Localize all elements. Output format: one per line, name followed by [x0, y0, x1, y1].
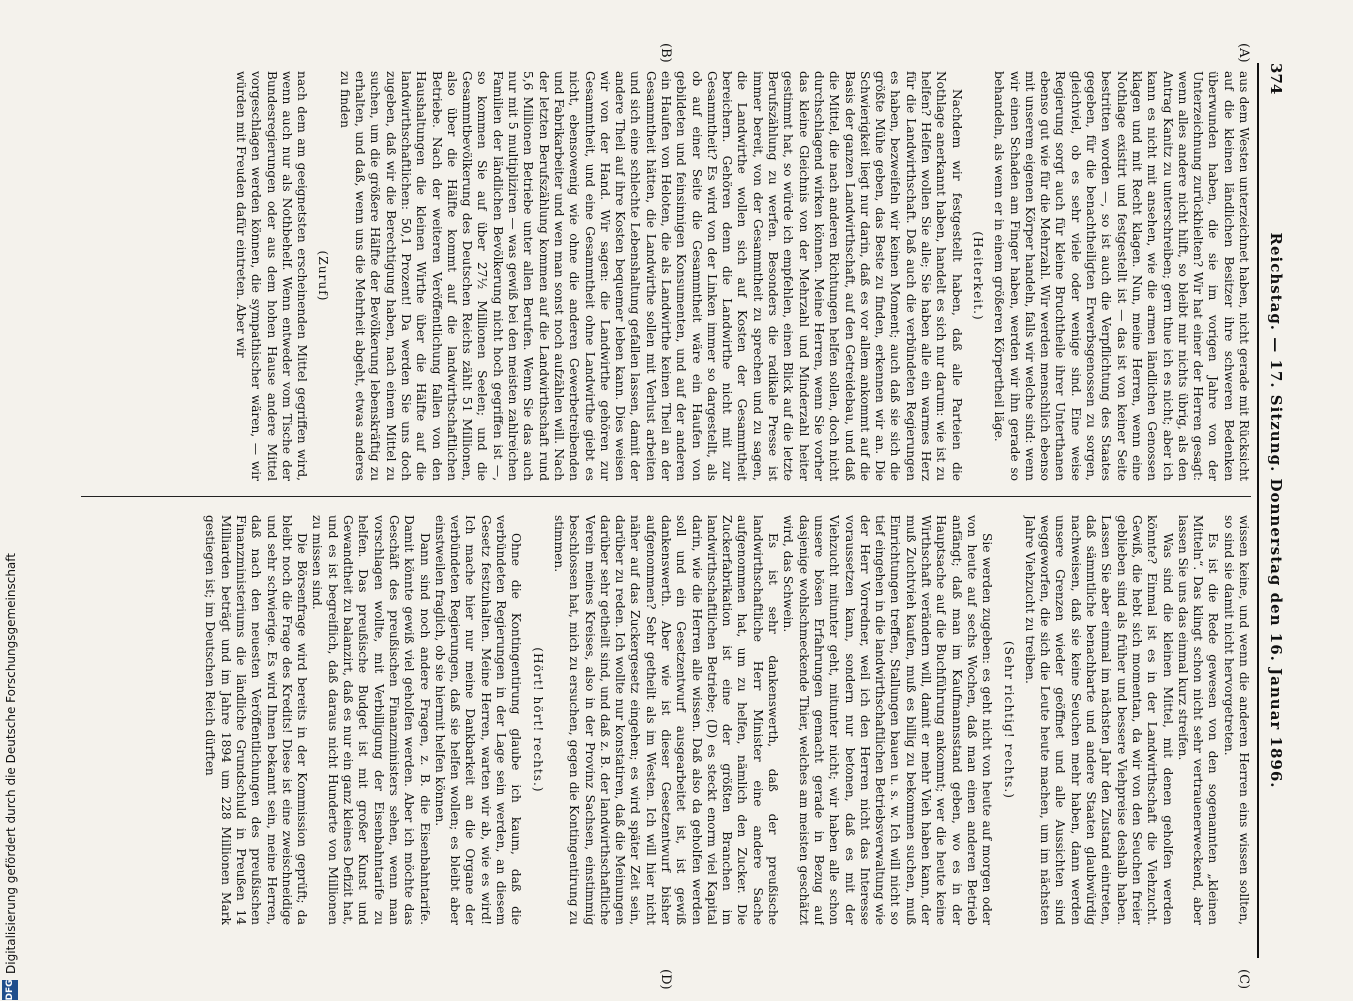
paragraph: Es ist die Rede gewesen von den sogenannten „kleinen Mitteln“. Das klingt schon nicht sehr vertrauenerweckend, aber lassen Sie uns das einmal kurz streifen. [1175, 515, 1221, 925]
paragraph: Was sind die kleinen Mittel, mit denen geholfen werden könnte? Einmal ist es in der Landwirthschaft die Viehzucht. Gewiß, die hebt sich momentan, da wir von den Seuchen freier geblieben sind als früher und bessere Viehpreise deshalb haben. Lassen Sie aber einmal im nächsten Jahr den Zustand eintreten, daß sämmtliche benachbarte und andere Staaten glaubwürdig nachweisen, daß sie keine Seuchen mehr haben, dann werden unsere Grenzen wieder geöffnet und alle Aussichten sind weggeworfen, die sich die Leute heute machen, um im nächsten Jahre Viehzucht zu treiben. [1022, 515, 1175, 925]
reaction-note: (Hört! hört! rechts.) [530, 647, 545, 793]
paragraph: Es ist sehr dankenswerth, daß der preußische landwirthschaftliche Herr Minister eine andere Sache aufgenommen hat, um zu helfen, nämlich den Zucker. Die Zuckerfabrikation ist eine der größten Branchen im landwirthschaftlichen Betriebe; (D) es steckt enorm viel Kapital darin, wie die Herren alle wissen. Daß also da geholfen werden soll und ein Gesetzentwurf ausgearbeitet ist, ist gewiß dankenswerth. Aber wie ist dieser Gesetzentwurf bisher aufgenommen? Sehr getheilt als im Westen. Ich will hier nicht näher auf das Zuckergesetz eingehen; es wird später Zeit sein, darüber zu reden. Ich wollte nur konstatiren, daß die Meinungen darüber sehr getheilt sind, und daß z. B. der landwirthschaftliche Verein meines Kreises, also in der Provinz Sachsen, einstimmig beschlossen hat, mich zu ersuchen, gegen die Kontingentirung zu stimmen. [551, 515, 781, 925]
paragraph: wissen keine, und wenn die anderen Herren eins wissen sollten, so sind sie damit nicht hervorgetreten. [1221, 515, 1251, 925]
paragraph: aus dem Westen unterzeichnet haben, nicht gerade mit Rücksicht auf die kleinen ländlichen Besitzer ihre schweren Bedenken überwunden haben, die sie im vorigen Jahre von der Unterzeichnung zurückhielten? Wir hat einer der Herren gesagt: wenn alles andere nicht hilft, so bleibt mir nichts übrig, als den Antrag Kanitz zu unterschreiben; gern thue ich es nicht; aber ich kann es nicht mit ansehen, wie die armen ländlichen Genossen klagen und mit Recht klagen. Nun, meine Herren, wenn eine Nothlage existirt und festgestellt ist — das ist von keiner Seite bestritten worden —, so ist auch die Verpflichtung des Staates gegeben, für die benachtheiligten Erwerbsgenossen zu sorgen, gleichviel, ob es sehr viele oder wenige sind. Eine weise Regierung sorgt auch für kleine Bruchtheile ihrer Unterthanen ebenso gut wie für die Mehrzahl. Wir werden menschlich ebenso mit unserem eigenen Körper handeln, falls wir welche sind: wenn wir einen Schaden am Finger haben, werden wir ihn gerade so behandeln, als wenn er in einem größeren Körpertheil läge. [992, 71, 1251, 481]
rotated-page [70, 43, 1285, 990]
digitization-credit [0, 0, 22, 1000]
margin-mark-c: (C) [1236, 969, 1251, 990]
page-header [1261, 63, 1285, 958]
paragraph: Nachdem wir festgestellt haben, daß alle Parteien die Nothlage anerkannt haben, handelt es sich nur darum: wie ist zu helfen? Helfen wollen Sie alle; Sie haben alle ein warmes Herz für die Landwirthschaft. Daß auch die verbündeten Regierungen es haben, bezweifeln wir keinen Moment; auch daß sie sich die größte Mühe geben, das Beste zu finden, erkennen wir an. Die Schwierigkeit liegt nur darin, daß es vor allem ankommt auf die Basis der ganzen Landwirthschaft, auf den Getreidebau, und daß die Mittel, die nach anderen Richtungen helfen sollen, doch nicht durchschlagend wirken können. Meine Herren, wenn Sie vorher das kleine Gleichnis von der Mehrzahl und Minderzahl heiter gestimmt hat, so würde ich empfehlen, einen Blick auf die letzte Berufszählung zu werfen. Besonders die radikale Presse ist immer bereit, von der Gesammtheit zu sprechen und zu sagen, die Landwirthe wollen sich auf Kosten der Gesammtheit bereichern. Gehören denn die Landwirthe nicht mit zur Gesammtheit? Es wird von der Linken immer so dargestellt, als ob auf einer Seite die Gesammtheit wäre ein Haufen von gebildeten und feinsinnigen Konsumenten, und auf der anderen ein Haufen von Heloten, die als Landwirthe keinen Theil an der Gesammtheit hätten, die Landwirthe sollen mit Verlust arbeiten und sich eine schlechte Lebenshaltung gefallen lassen, damit der andere Theil auf ihre Kosten bequemer leben kann. Dies weisen wir von der Hand. Wir sagen: die Landwirthe gehören zur Gesammtheit, und eine Gesammtheit ohne Landwirthe giebt es nicht, ebensowenig wie ohne die anderen Gewerbetreibenden und Fabrikarbeiter und wen man sonst noch aufzählen will. Nach der letzten Berufszählung kommen auf die Landwirthschaft rund 5,6 Millionen Betriebe unter allen Berufen. Wenn Sie das auch nur mit 5 multipliziren — was gewiß bei den meisten zahlreichen Familien der ländlichen Bevölkerung nicht hoch gegriffen ist —, so kommen Sie auf über 27½ Millionen Seelen; und die Gesammtbevölkerung des Deutschen Reichs zählt 51 Millionen, also über die Hälfte kommt auf die landwirthschaftlichen Betriebe. Nach der weiteren Veröffentlichung fallen von den Haushaltungen die kleinen Wirthe über die Hälfte auf die landwirthschaftlichen: 50,1 Prozent! Da werden Sie uns doch zugeben, daß wir die Berechtigung haben, nach einem Mittel zu suchen, um die größere Hälfte der Bevölkerung lebenskräftig zu erhalten, und daß, wenn uns die Mehrheit abgeht, etwas anderes zu finden [337, 71, 964, 481]
header-rule [1257, 63, 1259, 958]
margin-mark-b: (B) [658, 43, 673, 63]
column-divider [81, 496, 1251, 497]
reaction-note: (Heiterkeit.) [970, 231, 985, 321]
margin-mark-d: (D) [658, 969, 673, 990]
margin-mark-a: (A) [1236, 43, 1251, 63]
right-column [76, 515, 1251, 925]
paragraph: Die Börsenfrage wird bereits in der Kommission geprüft; da bleibt noch die Frage des Kredits! Diese ist eine zweischneidige und sehr schwierige. Es wird Ihnen bekannt sein, meine Herren, daß nach den neuesten Veröffentlichungen des preußischen Finanzministeriums die ländliche Grundschuld in Preußen 14 Milliarden beträgt und im Jahre 1894 um 228 Millionen Mark gestiegen ist; im Deutschen Reich dürften [203, 515, 310, 925]
left-column [76, 71, 1251, 481]
paragraph: Ohne die Kontingentirung glaube ich kaum, daß die verbündeten Regierungen in der Lage sein werden, an diesem Gesetz festzuhalten. Meine Herren, warten wir ab, wie es wird! Ich mache hier nur meine Dankbarkeit an die Organe der verbündeten Regierungen, daß sie helfen wollen; es bleibt aber einstweilen fraglich, ob sie hiermit helfen können. [432, 515, 524, 925]
reaction-note: (Zuruf) [316, 250, 331, 302]
paragraph: Sie werden zugeben: es geht nicht von heute auf morgen oder von heute auf sechs Wochen, daß man einen anderen Betrieb anfängt; daß man im Kaufmannsstand geben, wo es in der Hauptsache auf die Buchführung ankommt; wer die heute keine Wirthschaft verändern will, damit er mehr Vieh haben kann, der muß Zuchtvieh kaufen, muß es billig zu bekommen suchen, muß Einrichtungen treffen, Stallungen bauen u. s. w. Ich will nicht so tief eingehen in die landwirthschaftlichen Betriebsverwaltung wie der Herr Vorredner, weil ich den Herren nicht das Interesse voraussetzen kann, sondern nur betonen, daß es mit der Viehzucht mitunter geht, mitunter nicht; wir haben alle schon unsere bösen Erfahrungen gemacht gerade in Bezug auf dasjenige wohlschmeckende Thier, welches am meisten geschätzt wird, das Schwein. [781, 515, 995, 925]
running-title: Reichstag. — 17. Sitzung. Donnerstag den 16. Januar 1896. [1267, 232, 1285, 789]
page-number: 374 [1267, 63, 1285, 95]
reaction-note: (Sehr richtig! rechts.) [1001, 640, 1016, 800]
dfg-logo-icon: DFG [2, 980, 18, 1000]
credit-text: Digitalisierung gefördert durch die Deutsche Forschungsgemeinschaft [4, 552, 18, 974]
paragraph: nach dem am geeignetsten erscheinenden Mittel gegriffen wird, wenn auch nur als Nothbehelf. Wenn entweder vom Tische der Bundesregierungen oder aus dem hohen Hause andere Mittel vorgeschlagen werden können, die sympathischer wären, — wir würden mit Freuden dafür eintreten. Aber wir [234, 71, 310, 481]
paragraph: Dann sind noch andere Fragen, z. B. die Eisenbahntarife. Damit könnte gewiß viel geholfen werden. Aber ich möchte das Geschäft des preußischen Finanzministers sehen, wenn man vorschlagen wollte, mit Verbilligung der Eisenbahntarife zu helfen. Das preußische Budget ist mit großer Kunst und Gewandtheit zu balanzirt, daß es nur ein ganz kleines Defizit hat, und es ist begreiflich, daß daraus nicht Hunderte von Millionen zu missen sind. [310, 515, 432, 925]
